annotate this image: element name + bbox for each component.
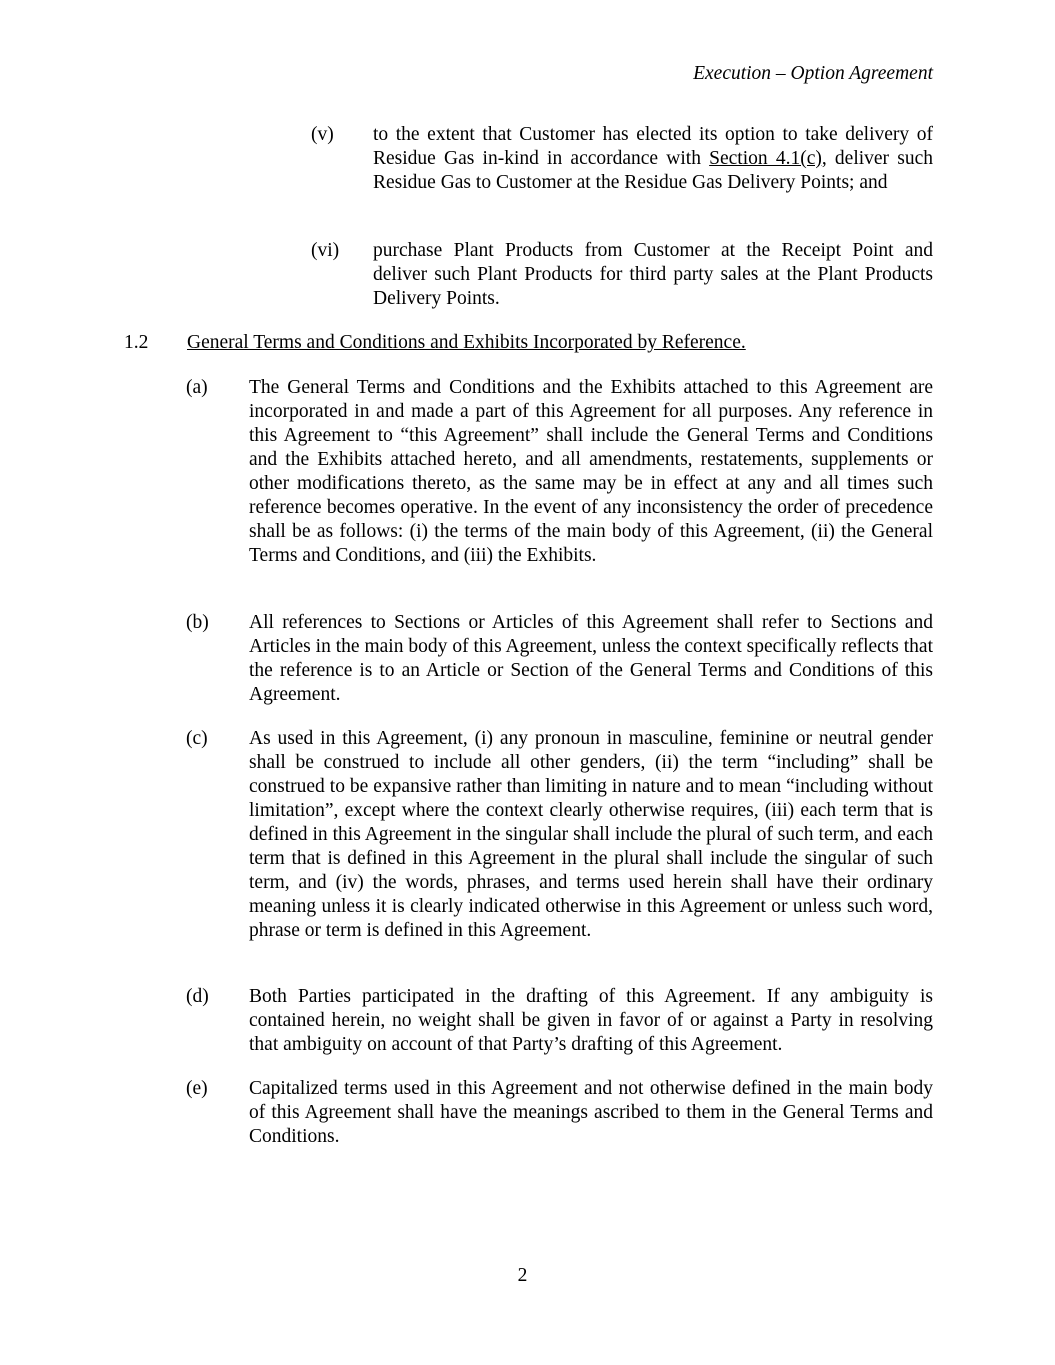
sub-item-text-before: to the extent that Customer has elected its option to take delivery of Residue Gas in-kind in accordance with xyxy=(373,124,933,169)
sub-item-label: (vi) xyxy=(311,240,340,261)
page-number: 2 xyxy=(517,1265,528,1286)
clause-label: (b) xyxy=(186,612,209,633)
section-number: 1.2 xyxy=(124,332,149,353)
sub-item-text xyxy=(373,123,933,195)
clause-label: (c) xyxy=(186,728,208,749)
page-header-title: Execution – Option Agreement xyxy=(693,63,933,84)
section-title: General Terms and Conditions and Exhibits Incorporated by Reference. xyxy=(187,332,746,353)
clause-label: (a) xyxy=(186,377,208,398)
section-reference-link[interactable]: Section 4.1(c) xyxy=(709,148,822,169)
clause-label: (e) xyxy=(186,1078,208,1099)
clause-text: The General Terms and Conditions and the Exhibits attached to this Agreement are incorporated in and made a part of this Agreement for all purposes. Any reference in this Agreement to “this Agreement” shall include the General Terms and Conditions and the Exhibits attached hereto, and all amendments, restatements, supplements or other modifications thereto, as the same may be in effect at any and all times such reference becomes operative. In the event of any inconsistency the order of precedence shall be as follows: (i) the terms of the main body of this Agreement, (ii) the General Terms and Conditions, and (iii) the Exhibits. xyxy=(249,377,933,566)
clause-label: (d) xyxy=(186,986,209,1007)
sub-item-label: (v) xyxy=(311,124,334,145)
sub-item-text: purchase Plant Products from Customer at the Receipt Point and deliver such Plant Products for third party sales at the Plant Products Delivery Points. xyxy=(373,240,933,309)
clause-text: As used in this Agreement, (i) any pronoun in masculine, feminine or neutral gender shall be construed to include all other genders, (ii) the term “including” shall be construed to be expansive rather than limiting in nature and to mean “including without limitation”, except where the context clearly otherwise requires, (iii) each term that is defined in this Agreement in the singular shall include the plural of such term, and each term that is defined in this Agreement in the plural shall include the singular of such term, and (iv) the words, phrases, and terms used herein shall have their ordinary meaning unless it is clearly indicated otherwise in this Agreement or unless such word, phrase or term is defined in this Agreement. xyxy=(249,728,933,941)
clause-text: All references to Sections or Articles of this Agreement shall refer to Sections and Articles in the main body of this Agreement, unless the context specifically reflects that the reference is to an Article or Section of the General Terms and Conditions of this Agreement. xyxy=(249,612,933,705)
clause-text: Both Parties participated in the drafting of this Agreement. If any ambiguity is contained herein, no weight shall be given in favor of or against a Party in resolving that ambiguity on account of that Party’s drafting of this Agreement. xyxy=(249,986,933,1055)
sub-item-text-after: , deliver such Residue Gas to Customer at the Residue Gas Delivery Points; and xyxy=(373,148,933,193)
clause-text: Capitalized terms used in this Agreement and not otherwise defined in the main body of this Agreement shall have the meanings ascribed to them in the General Terms and Conditions. xyxy=(249,1078,933,1147)
